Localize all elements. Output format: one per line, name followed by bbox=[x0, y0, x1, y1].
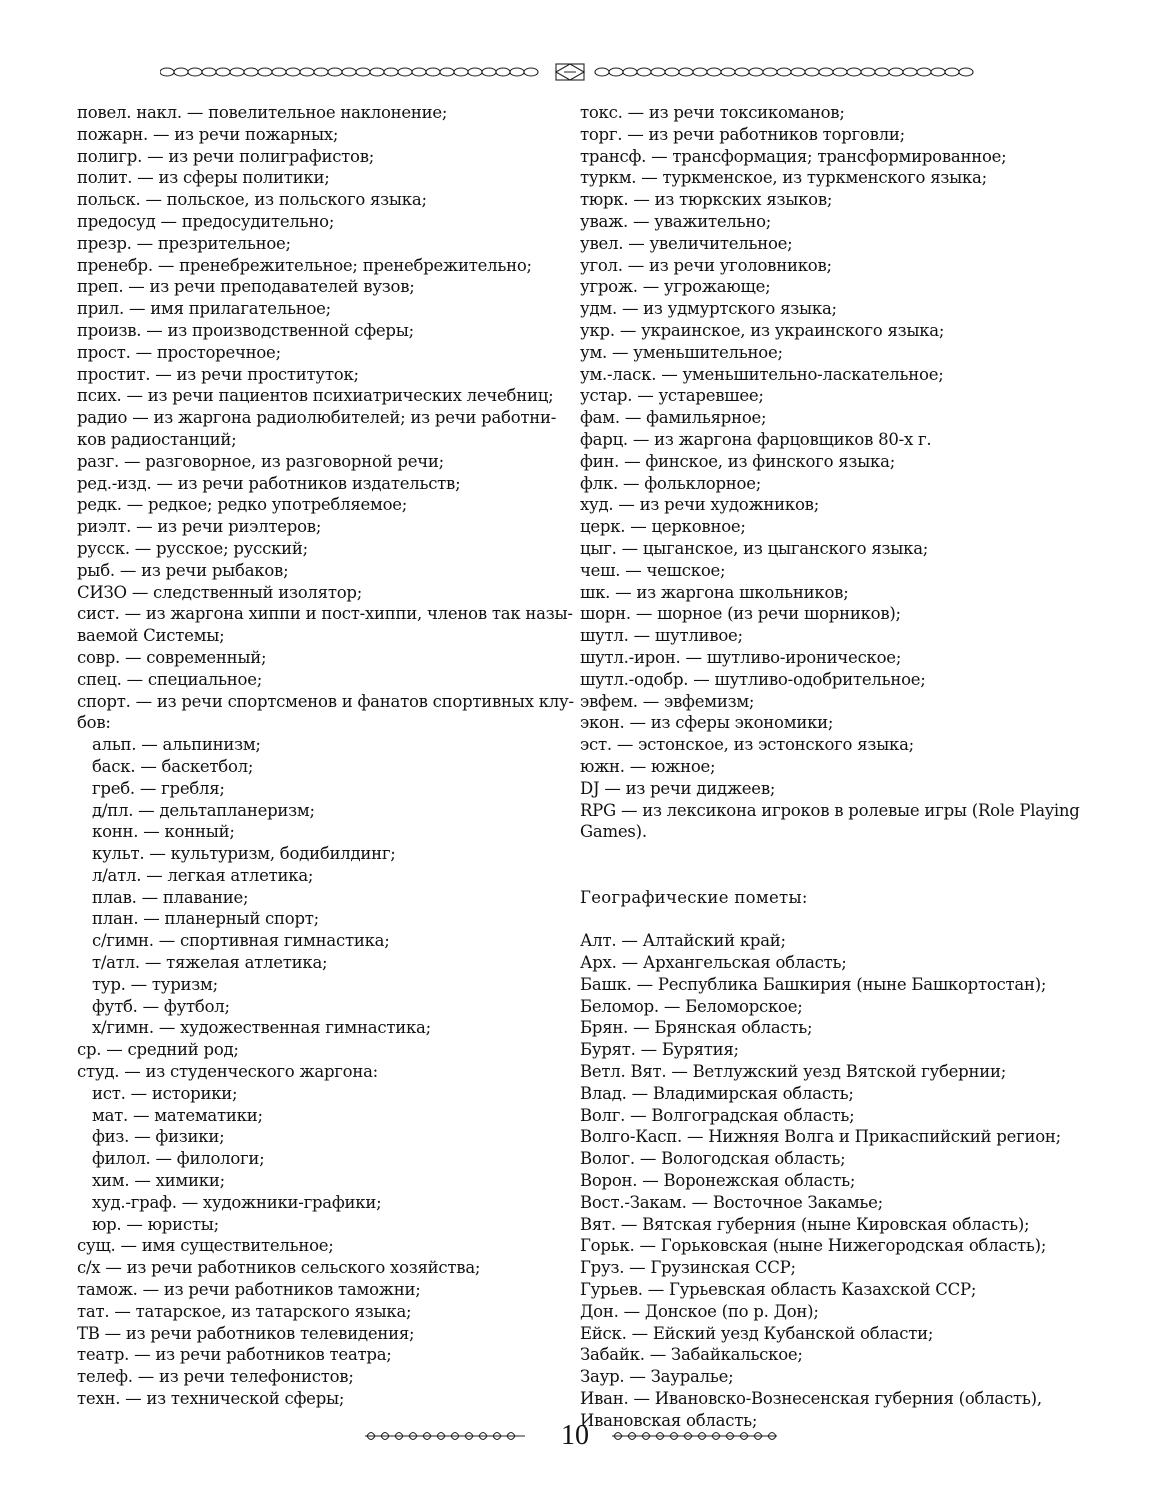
right-column-entry: Вост.-Закам. — Восточное Закамье; bbox=[580, 1192, 883, 1212]
right-column-entry: Волго-Касп. — Нижняя Волга и Прикаспийский регион; bbox=[580, 1127, 1061, 1147]
ornament-loop bbox=[777, 68, 791, 76]
ornament-loop bbox=[861, 68, 875, 76]
right-column-entry: церк. — церковное; bbox=[580, 517, 746, 537]
right-column-entry: ум.-ласк. — уменьшительно-ласкательное; bbox=[580, 364, 944, 384]
right-column-entry: трансф. — трансформация; трансформированное; bbox=[580, 146, 1007, 166]
right-column-entry: Груз. — Грузинская ССР; bbox=[580, 1258, 796, 1278]
right-column-entry: Беломор. — Беломорское; bbox=[580, 996, 803, 1016]
left-column-entry: прил. — имя прилагательное; bbox=[77, 299, 331, 319]
right-column-entry: фин. — финское, из финского языка; bbox=[580, 451, 896, 471]
left-column-entry: простит. — из речи проституток; bbox=[77, 364, 359, 384]
right-column-entry: Горьк. — Горьковская (ныне Нижегородская область); bbox=[580, 1236, 1047, 1256]
ornament-loop bbox=[917, 68, 931, 76]
right-column-entry: Забайк. — Забайкальское; bbox=[580, 1345, 803, 1365]
right-column-entry: торг. — из речи работников торговли; bbox=[580, 124, 905, 144]
ornament-loop bbox=[524, 68, 538, 76]
right-column-entry: удм. — из удмуртского языка; bbox=[580, 299, 837, 319]
left-column-entry: разг. — разговорное, из разговорной речи; bbox=[77, 451, 444, 471]
right-column-entry: устар. — устаревшее; bbox=[580, 386, 764, 406]
right-column-entry: Алт. — Алтайский край; bbox=[580, 931, 786, 951]
left-column-entry: филол. — филологи; bbox=[92, 1149, 265, 1169]
left-column-entry: баск. — баскетбол; bbox=[92, 756, 254, 776]
right-column-entry: Брян. — Брянская область; bbox=[580, 1018, 813, 1038]
left-column-entry: ист. — историки; bbox=[92, 1083, 238, 1103]
left-column-entry: план. — планерный спорт; bbox=[92, 909, 319, 929]
ornament-loop bbox=[609, 68, 623, 76]
ornament-loop bbox=[623, 68, 637, 76]
right-column-entry: RPG — из лексикона игроков в ролевые игры (Role Playing bbox=[580, 800, 1080, 820]
ornament-loop bbox=[286, 68, 300, 76]
right-column-entry: шутл.-одобр. — шутливо-одобрительное; bbox=[580, 669, 926, 689]
right-column-entry: фам. — фамильярное; bbox=[580, 408, 767, 428]
right-column-spacer bbox=[580, 908, 1068, 930]
ornament-loop bbox=[496, 68, 510, 76]
right-column-entry: фарц. — из жаргона фарцовщиков 80-х г. bbox=[580, 429, 932, 449]
ornament-loop bbox=[300, 68, 314, 76]
right-column-entry: Games). bbox=[580, 822, 647, 842]
left-column-entry: сущ. — имя существительное; bbox=[77, 1236, 334, 1256]
right-column-entry: чеш. — чешское; bbox=[580, 560, 726, 580]
left-column-entry: русск. — русское; русский; bbox=[77, 538, 308, 558]
ornament-loop bbox=[945, 68, 959, 76]
right-column-entry: худ. — из речи художников; bbox=[580, 495, 820, 515]
left-column-entry: культ. — культуризм, бодибилдинг; bbox=[92, 844, 396, 864]
right-column-entry: уваж. — уважительно; bbox=[580, 211, 772, 231]
right-column-entry: DJ — из речи диджеев; bbox=[580, 778, 776, 798]
right-column-entry: Иван. — Ивановско-Вознесенская губерния (область), bbox=[580, 1389, 1042, 1409]
right-column-entry: Заур. — Зауралье; bbox=[580, 1367, 734, 1387]
left-column bbox=[77, 102, 574, 1410]
ornament-loop bbox=[889, 68, 903, 76]
right-column-entry: шутл.-ирон. — шутливо-ироническое; bbox=[580, 647, 902, 667]
left-column-entry: х/гимн. — художественная гимнастика; bbox=[92, 1018, 431, 1038]
ornament-loop bbox=[356, 68, 370, 76]
left-column-entry: телеф. — из речи телефонистов; bbox=[77, 1367, 354, 1387]
left-column-entry: бов: bbox=[77, 713, 111, 733]
left-column-entry: хим. — химики; bbox=[92, 1171, 225, 1191]
right-column-entry: Ейск. — Ейский уезд Кубанской области; bbox=[580, 1323, 934, 1343]
right-column-entry: Ворон. — Воронежская область; bbox=[580, 1171, 856, 1191]
left-column-entry: редк. — редкое; редко употребляемое; bbox=[77, 495, 408, 515]
left-column-entry: ср. — средний род; bbox=[77, 1040, 239, 1060]
left-column-entry: СИЗО — следственный изолятор; bbox=[77, 582, 363, 602]
right-column-entry: южн. — южное; bbox=[580, 756, 716, 776]
ornament-loop bbox=[721, 68, 735, 76]
ornament-loop bbox=[328, 68, 342, 76]
right-column-entry: шутл. — шутливое; bbox=[580, 626, 743, 646]
page-footer bbox=[0, 1420, 1152, 1456]
left-column-entry: риэлт. — из речи риэлтеров; bbox=[77, 517, 322, 537]
ornament-loop bbox=[370, 68, 384, 76]
ornament-loop bbox=[272, 68, 286, 76]
ornament-loop bbox=[805, 68, 819, 76]
ornament-loop bbox=[454, 68, 468, 76]
left-column-entry: ваемой Системы; bbox=[77, 626, 225, 646]
ornament-loop bbox=[637, 68, 651, 76]
right-column-entry: тюрк. — из тюркских языков; bbox=[580, 190, 833, 210]
right-column-entry: Башк. — Республика Башкирия (ныне Башкортостан); bbox=[580, 974, 1047, 994]
left-column-entry: конн. — конный; bbox=[92, 822, 235, 842]
left-column-entry: пренебр. — пренебрежительное; пренебрежительно; bbox=[77, 255, 532, 275]
ornament-loop bbox=[440, 68, 454, 76]
ornament-loop bbox=[160, 68, 174, 76]
ornament-center-diamond bbox=[556, 64, 584, 80]
ornament-loop bbox=[174, 68, 188, 76]
ornament-loop bbox=[384, 68, 398, 76]
left-column-entry: ков радиостанций; bbox=[77, 429, 237, 449]
left-column-entry: тур. — туризм; bbox=[92, 974, 218, 994]
left-column-entry: студ. — из студенческого жаргона: bbox=[77, 1062, 378, 1082]
ornament-loop bbox=[847, 68, 861, 76]
right-column-entry: эвфем. — эвфемизм; bbox=[580, 691, 755, 711]
left-column-entry: техн. — из технической сферы; bbox=[77, 1389, 345, 1409]
ornament-loop bbox=[258, 68, 272, 76]
footer-ornament-left bbox=[365, 1428, 525, 1444]
left-column-entry: полит. — из сферы политики; bbox=[77, 168, 330, 188]
left-column-entry: псих. — из речи пациентов психиатрических лечебниц; bbox=[77, 386, 554, 406]
left-column-entry: физ. — физики; bbox=[92, 1127, 225, 1147]
left-column-entry: радио — из жаргона радиолюбителей; из речи работни- bbox=[77, 408, 557, 428]
ornament-loop bbox=[903, 68, 917, 76]
right-column-entry: угол. — из речи уголовников; bbox=[580, 255, 832, 275]
left-column-entry: тамож. — из речи работников таможни; bbox=[77, 1280, 421, 1300]
left-column-entry: произв. — из производственной сферы; bbox=[77, 320, 414, 340]
right-column-entry: угрож. — угрожающе; bbox=[580, 277, 771, 297]
ornament-loop bbox=[651, 68, 665, 76]
left-column-entry: тат. — татарское, из татарского языка; bbox=[77, 1301, 412, 1321]
ornament-loop bbox=[819, 68, 833, 76]
right-column-entry: Арх. — Архангельская область; bbox=[580, 953, 847, 973]
right-column-entry: эст. — эстонское, из эстонского языка; bbox=[580, 735, 914, 755]
ornament-loop bbox=[959, 68, 973, 76]
left-column-entry: юр. — юристы; bbox=[92, 1214, 219, 1234]
ornament-loop bbox=[679, 68, 693, 76]
ornament-loop bbox=[749, 68, 763, 76]
right-column-entry: ум. — уменьшительное; bbox=[580, 342, 783, 362]
left-column-entry: футб. — футбол; bbox=[92, 996, 230, 1016]
ornament-loop bbox=[791, 68, 805, 76]
left-column-entry: д/пл. — дельтапланеризм; bbox=[92, 800, 315, 820]
right-column-entry: туркм. — туркменское, из туркменского языка; bbox=[580, 168, 987, 188]
ornament-loop bbox=[216, 68, 230, 76]
ornament-loop bbox=[595, 68, 609, 76]
left-column-entry: предосуд — предосудительно; bbox=[77, 211, 335, 231]
ornament-loop bbox=[230, 68, 244, 76]
left-column-entry: спорт. — из речи спортсменов и фанатов спортивных клу- bbox=[77, 691, 574, 711]
left-column-entry: т/атл. — тяжелая атлетика; bbox=[92, 953, 328, 973]
ornament-loop bbox=[188, 68, 202, 76]
right-column-entry: Влад. — Владимирская область; bbox=[580, 1083, 854, 1103]
right-column-entry: Ветл. Вят. — Ветлужский уезд Вятской губернии; bbox=[580, 1062, 1006, 1082]
left-column-entry: с/х — из речи работников сельского хозяйства; bbox=[77, 1258, 481, 1278]
right-column-entry: цыг. — цыганское, из цыганского языка; bbox=[580, 538, 929, 558]
right-column-entry: флк. — фольклорное; bbox=[580, 473, 762, 493]
right-column-entry: токс. — из речи токсикоманов; bbox=[580, 103, 845, 122]
ornament-loop bbox=[202, 68, 216, 76]
right-column-spacer bbox=[580, 843, 1068, 865]
ornament-loop bbox=[735, 68, 749, 76]
ornament-loop bbox=[398, 68, 412, 76]
ornament-loop bbox=[510, 68, 524, 76]
ornament-loop bbox=[707, 68, 721, 76]
ornament-loop bbox=[244, 68, 258, 76]
left-column-entry: совр. — современный; bbox=[77, 647, 267, 667]
left-column-entry: презр. — презрительное; bbox=[77, 233, 291, 253]
left-column-entry: полигр. — из речи полиграфистов; bbox=[77, 146, 375, 166]
right-column-entry: Вят. — Вятская губерния (ныне Кировская область); bbox=[580, 1214, 1030, 1234]
right-column-entry: шк. — из жаргона школьников; bbox=[580, 582, 849, 602]
ornament-loop bbox=[468, 68, 482, 76]
left-column-entry: преп. — из речи преподавателей вузов; bbox=[77, 277, 415, 297]
right-column-entry: экон. — из сферы экономики; bbox=[580, 713, 834, 733]
right-column-spacer bbox=[580, 865, 1068, 887]
right-column-entry: Бурят. — Бурятия; bbox=[580, 1040, 739, 1060]
left-column-entry: театр. — из речи работников театра; bbox=[77, 1345, 392, 1365]
page-number: 10 bbox=[561, 1420, 589, 1451]
right-column-entry: Волог. — Вологодская область; bbox=[580, 1149, 846, 1169]
section-heading: Географические пометы: bbox=[580, 887, 808, 907]
right-column-entry: Волг. — Волгоградская область; bbox=[580, 1105, 855, 1125]
left-column-entry: плав. — плавание; bbox=[92, 887, 249, 907]
left-column-entry: ред.-изд. — из речи работников издательств; bbox=[77, 473, 461, 493]
left-column-entry: л/атл. — легкая атлетика; bbox=[92, 865, 314, 885]
right-column bbox=[580, 102, 1080, 1432]
right-column-entry: увел. — увеличительное; bbox=[580, 233, 793, 253]
ornament-loop bbox=[482, 68, 496, 76]
footer-ornament-right bbox=[612, 1428, 777, 1444]
ornament-loop bbox=[342, 68, 356, 76]
ornament-loop bbox=[412, 68, 426, 76]
ornament-loop bbox=[763, 68, 777, 76]
top-ornament-border bbox=[160, 62, 980, 82]
right-column-entry: укр. — украинское, из украинского языка; bbox=[580, 320, 945, 340]
left-column-entry: худ.-граф. — художники-графики; bbox=[92, 1192, 382, 1212]
left-column-entry: пожарн. — из речи пожарных; bbox=[77, 124, 339, 144]
right-column-entry: Ивановская область; bbox=[580, 1410, 758, 1430]
ornament-loop bbox=[875, 68, 889, 76]
left-column-entry: польск. — польское, из польского языка; bbox=[77, 190, 427, 210]
left-column-entry: с/гимн. — спортивная гимнастика; bbox=[92, 931, 390, 951]
left-column-entry: греб. — гребля; bbox=[92, 778, 225, 798]
left-column-entry: ТВ — из речи работников телевидения; bbox=[77, 1323, 415, 1343]
left-column-entry: альп. — альпинизм; bbox=[92, 735, 261, 755]
ornament-loop bbox=[833, 68, 847, 76]
left-column-entry: прост. — просторечное; bbox=[77, 342, 281, 362]
left-column-entry: рыб. — из речи рыбаков; bbox=[77, 560, 289, 580]
ornament-loop bbox=[665, 68, 679, 76]
left-column-entry: мат. — математики; bbox=[92, 1105, 263, 1125]
right-column-entry: шорн. — шорное (из речи шорников); bbox=[580, 604, 901, 624]
left-column-entry: сист. — из жаргона хиппи и пост-хиппи, членов так назы- bbox=[77, 604, 573, 624]
right-column-entry: Гурьев. — Гурьевская область Казахской ССР; bbox=[580, 1280, 977, 1300]
left-column-entry: повел. накл. — повелительное наклонение; bbox=[77, 103, 448, 122]
ornament-loop bbox=[314, 68, 328, 76]
ornament-loop bbox=[931, 68, 945, 76]
ornament-loop bbox=[693, 68, 707, 76]
right-column-entry: Дон. — Донское (по р. Дон); bbox=[580, 1301, 819, 1321]
left-column-entry: спец. — специальное; bbox=[77, 669, 263, 689]
ornament-loop bbox=[426, 68, 440, 76]
